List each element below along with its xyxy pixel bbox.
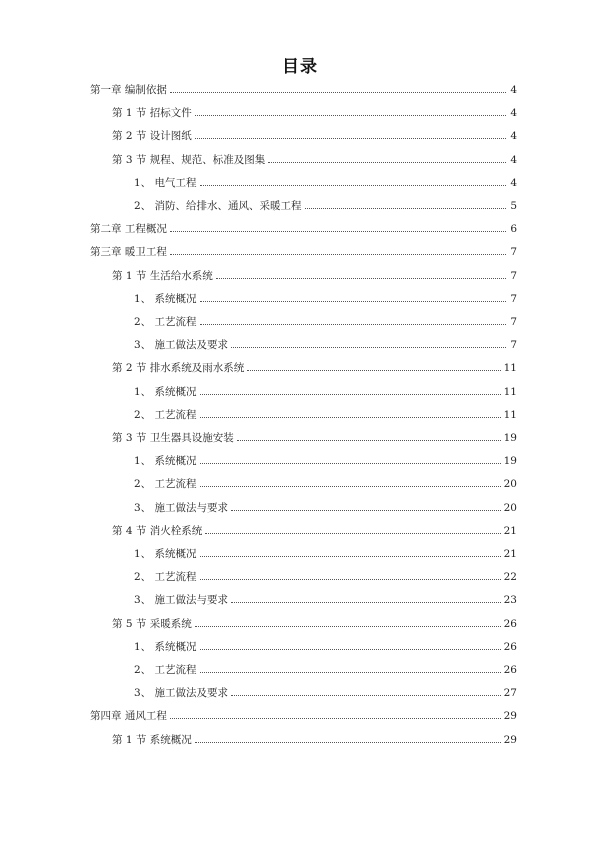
toc-entry-label: 第 4 节 消火栓系统 <box>112 524 203 537</box>
toc-entry-section[interactable] <box>112 732 517 748</box>
toc-entry-item[interactable] <box>134 198 517 214</box>
toc-entry-label: 2、 工艺流程 <box>134 478 197 491</box>
toc-page-number: 7 <box>510 316 517 328</box>
toc-entry-item[interactable] <box>134 685 517 701</box>
toc-entry-section[interactable] <box>112 523 517 539</box>
toc-page-number: 7 <box>510 269 517 282</box>
toc-page-number: 20 <box>503 478 517 491</box>
toc-dot-leader <box>195 138 506 139</box>
toc-entry-section[interactable] <box>112 616 517 632</box>
toc-entry-label: 第一章 编制依据 <box>90 84 167 96</box>
toc-dot-leader <box>200 672 501 673</box>
toc-entry-label: 1、 系统概况 <box>134 640 197 653</box>
toc-dot-leader <box>200 486 501 487</box>
toc-entry-item[interactable] <box>134 592 517 608</box>
toc-dot-leader <box>200 417 501 418</box>
toc-dot-leader <box>247 370 500 371</box>
toc-page-number: 21 <box>503 548 517 560</box>
toc-entry-section[interactable] <box>112 430 517 446</box>
toc-page-number: 22 <box>503 571 517 584</box>
toc-entry-label: 第 3 节 卫生器具设施安装 <box>112 432 234 444</box>
toc-entry-item[interactable] <box>134 453 517 469</box>
toc-entry-item[interactable] <box>134 291 517 307</box>
toc-entry-section[interactable] <box>112 105 517 121</box>
toc-entry-label: 1、 电气工程 <box>134 176 197 189</box>
toc-entry-label: 第 3 节 规程、规范、标准及图集 <box>112 153 266 166</box>
toc-entry-item[interactable] <box>134 500 517 516</box>
toc-page-number: 4 <box>510 130 517 143</box>
toc-dot-leader <box>195 626 501 627</box>
toc-entry-label: 第 1 节 招标文件 <box>112 107 192 120</box>
toc-dot-leader <box>195 115 506 116</box>
toc-entry-item[interactable] <box>134 175 517 191</box>
toc-dot-leader <box>170 92 506 93</box>
toc-page-number: 11 <box>503 362 517 375</box>
toc-entry-label: 第 5 节 采暖系统 <box>112 617 192 630</box>
toc-dot-leader <box>231 347 506 348</box>
toc-page-number: 27 <box>503 687 517 700</box>
toc-page-number: 19 <box>503 455 517 468</box>
toc-page-number: 11 <box>503 408 517 421</box>
toc-entry-item[interactable] <box>134 639 517 655</box>
toc-entry-chapter[interactable] <box>90 708 517 724</box>
toc-dot-leader <box>170 254 506 255</box>
toc-dot-leader <box>170 718 501 719</box>
toc-entry-label: 1、 系统概况 <box>134 455 197 468</box>
toc-entry-label: 第 1 节 系统概况 <box>112 733 192 746</box>
toc-page-number: 26 <box>503 640 517 653</box>
toc-entry-label: 第 1 节 生活给水系统 <box>112 269 213 282</box>
toc-dot-leader <box>205 533 500 534</box>
toc-page-number: 4 <box>510 176 517 189</box>
toc-entry-label: 3、 施工做法及要求 <box>134 339 229 352</box>
toc-entry-label: 第四章 通风工程 <box>90 710 167 723</box>
toc-dot-leader <box>200 394 501 395</box>
toc-page-number: 21 <box>503 524 517 537</box>
toc-page-number: 5 <box>510 200 517 212</box>
toc-dot-leader <box>231 510 501 511</box>
toc-entry-item[interactable] <box>134 407 517 423</box>
toc-dot-leader <box>200 324 506 325</box>
toc-dot-leader <box>268 162 506 163</box>
toc-entry-chapter[interactable] <box>90 221 517 237</box>
toc-entry-label: 第二章 工程概况 <box>90 223 167 236</box>
toc-page-number: 29 <box>503 710 517 723</box>
toc-page-number: 4 <box>510 84 517 96</box>
toc-entry-section[interactable] <box>112 268 517 284</box>
toc-entry-label: 2、 工艺流程 <box>134 571 197 584</box>
toc-entry-chapter[interactable] <box>90 244 517 260</box>
toc-page-number: 29 <box>503 733 517 746</box>
toc-page-number: 7 <box>510 339 517 352</box>
toc-page-number: 26 <box>503 617 517 630</box>
toc-entry-label: 2、 消防、给排水、通风、采暖工程 <box>134 200 302 212</box>
toc-page-number: 26 <box>503 664 517 676</box>
toc-page-number: 7 <box>510 246 517 259</box>
toc-dot-leader <box>216 278 506 279</box>
toc-entry-label: 3、 施工做法及要求 <box>134 687 229 700</box>
toc-dot-leader <box>200 463 501 464</box>
toc-entry-label: 1、 系统概况 <box>134 548 197 560</box>
toc-entry-item[interactable] <box>134 337 517 353</box>
toc-page-number: 7 <box>510 292 517 305</box>
toc-dot-leader <box>200 579 501 580</box>
toc-entry-label: 3、 施工做法与要求 <box>134 594 229 607</box>
toc-page-number: 4 <box>510 107 517 120</box>
toc-entry-chapter[interactable] <box>90 82 517 98</box>
toc-entry-section[interactable] <box>112 128 517 144</box>
toc-entry-item[interactable] <box>134 384 517 400</box>
toc-entry-label: 2、 工艺流程 <box>134 408 197 421</box>
toc-dot-leader <box>195 742 501 743</box>
toc-entry-item[interactable] <box>134 314 517 330</box>
toc-title: 目录 <box>282 57 318 77</box>
toc-page-number: 23 <box>503 594 517 607</box>
toc-dot-leader <box>305 208 506 209</box>
toc-dot-leader <box>200 556 501 557</box>
toc-dot-leader <box>231 602 501 603</box>
toc-page-number: 6 <box>510 223 517 236</box>
toc-entry-label: 第三章 暖卫工程 <box>90 246 167 259</box>
toc-entry-item[interactable] <box>134 662 517 678</box>
toc-entry-item[interactable] <box>134 476 517 492</box>
toc-page-number: 19 <box>503 432 517 444</box>
toc-dot-leader <box>231 695 501 696</box>
toc-dot-leader <box>200 301 506 302</box>
toc-entry-section[interactable] <box>112 152 517 168</box>
toc-entry-label: 1、 系统概况 <box>134 292 197 305</box>
toc-dot-leader <box>237 440 501 441</box>
toc-entry-label: 第 2 节 排水系统及雨水系统 <box>112 362 245 375</box>
toc-dot-leader <box>200 649 501 650</box>
toc-page-number: 4 <box>510 153 517 166</box>
toc-entry-item[interactable] <box>134 546 517 562</box>
toc-entry-item[interactable] <box>134 569 517 585</box>
toc-dot-leader <box>200 185 506 186</box>
toc-entry-label: 第 2 节 设计图纸 <box>112 130 192 143</box>
toc-entry-label: 2、 工艺流程 <box>134 664 197 676</box>
toc-entry-section[interactable] <box>112 360 517 376</box>
toc-entry-label: 2、 工艺流程 <box>134 316 197 328</box>
toc-entry-label: 1、 系统概况 <box>134 385 197 398</box>
toc-page-number: 11 <box>503 385 517 398</box>
toc-dot-leader <box>170 231 506 232</box>
toc-page-number: 20 <box>503 501 517 514</box>
toc-entry-label: 3、 施工做法与要求 <box>134 501 229 514</box>
